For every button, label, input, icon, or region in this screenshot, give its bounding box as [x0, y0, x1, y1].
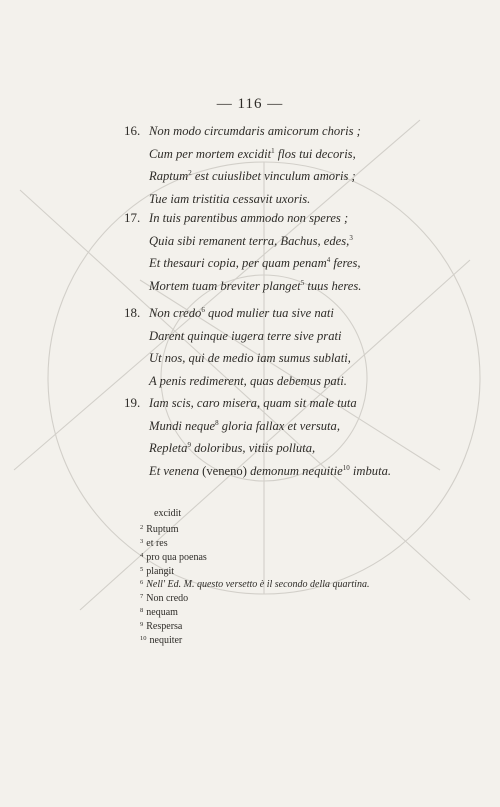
footnote-ref: 8 — [215, 418, 219, 427]
stanza-number: 17. — [124, 210, 141, 225]
verse-text: Quia sibi remanent terra, Bachus, edes,$^3$ — [149, 233, 353, 248]
stanza-number: 16. — [124, 123, 141, 138]
footnote-ref: 4 — [326, 256, 331, 264]
footnote: $^4$ pro qua poenas — [140, 551, 207, 563]
footnotes — [140, 507, 470, 646]
verse-text: Repleta$^9$ doloribus, vitiis polluta, — [149, 441, 316, 455]
verse-line — [124, 392, 464, 415]
page-number: — 116 — — [216, 96, 284, 112]
footnote-ref: 10 — [342, 463, 350, 472]
verse-line — [124, 120, 464, 143]
verse-text: Raptum$^2$ est cuiuslibet vinculum amoris ; — [149, 169, 356, 183]
verse-text: Non modo circumdaris amicorum choris ; — [149, 124, 361, 138]
verse-line — [124, 460, 464, 483]
verse-line — [124, 347, 464, 370]
stanza-18 — [124, 302, 464, 392]
verse-line — [124, 143, 464, 166]
footnote-ref: 6 — [201, 306, 205, 314]
stanza-number: 19. — [124, 395, 141, 410]
verse-text: A penis redimerent, quas debemus pati. — [149, 373, 347, 388]
verse-text: Et venena (veneno) demonum nequitie$^{10}$ imbuta. — [149, 463, 392, 478]
verse-text: In tuis parentibus ammodo non speres ; — [149, 211, 349, 225]
footnote: $^2$ Ruptum — [140, 523, 179, 535]
verse-text: Mundi neque$^8$ gloria fallax et versuta, — [149, 418, 340, 433]
footnote: $^{10}$ nequiter — [140, 635, 183, 647]
verse-text: Cum per mortem excidit$^1$ flos tui decoris, — [149, 146, 356, 161]
verse-line — [124, 437, 464, 460]
verse-line — [124, 252, 464, 275]
stanza-17 — [124, 207, 464, 297]
footnote: $^9$ Respersa — [140, 621, 183, 633]
verse-line — [124, 302, 464, 325]
verse-text: Iam scis, caro misera, quam sit male tuta — [149, 396, 357, 410]
verse-line — [124, 415, 464, 438]
verse-line — [124, 275, 464, 298]
stanza-16 — [124, 120, 464, 210]
verse-text: Ut nos, qui de medio iam sumus sublati, — [149, 351, 351, 365]
footnote: $^5$ plangit — [140, 565, 175, 577]
footnote-ref: 3 — [349, 233, 353, 242]
footnote-ref: 5 — [300, 278, 305, 287]
verse-line — [124, 230, 464, 253]
verse-line — [124, 207, 464, 230]
verse-text: Et thesauri copia, per quam penam$^4$ feres, — [149, 256, 361, 270]
footnote: excidit — [154, 508, 182, 519]
verse-line — [124, 165, 464, 188]
stanza-number: 18. — [124, 305, 141, 320]
verse-line — [124, 325, 464, 348]
footnote-ref: 2 — [188, 169, 192, 177]
footnote-ref: 9 — [187, 441, 191, 449]
verse-text: Tue iam tristitia cessavit uxoris. — [149, 191, 311, 206]
footnote: $^8$ nequam — [140, 607, 178, 619]
verse-text: Mortem tuam breviter planget$^5$ tuus heres. — [149, 278, 362, 293]
verse-text: Darent quinque iugera terre sive prati — [149, 328, 342, 343]
verse-line — [124, 370, 464, 393]
verse-text: Non credo$^6$ quod mulier tua sive nati — [149, 306, 334, 320]
footnote: $^7$ Non credo — [140, 593, 189, 605]
footnote-ref: 1 — [271, 146, 275, 155]
stanza-19 — [124, 392, 464, 482]
footnote: $^3$ et res — [140, 537, 168, 549]
footnote: $^6$ Nell' Ed. M. questo versetto è il secondo della quartina. — [140, 579, 370, 591]
